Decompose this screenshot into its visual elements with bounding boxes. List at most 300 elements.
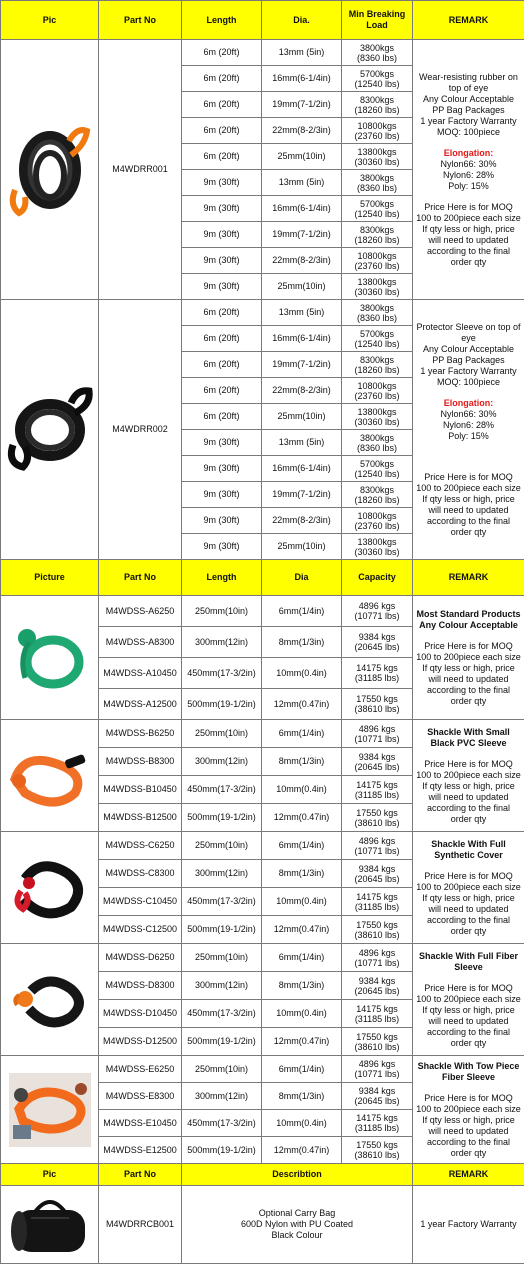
remark-line: 1 year Factory Warranty (420, 115, 517, 126)
rope-orange-eyes-icon (5, 105, 95, 235)
dia-cell: 8mm(1/3in) (262, 1083, 342, 1110)
length-cell: 6m (20ft) (182, 404, 262, 430)
capacity-lbs: (20645 lbs) (354, 761, 400, 772)
capacity-cell (342, 1137, 413, 1164)
remark-m4wdrr001 (413, 40, 524, 300)
product-image-orange-shackle (1, 720, 99, 832)
length-cell: 300mm(12in) (182, 972, 262, 1000)
group-title: Shackle With Full Synthetic Cover (431, 838, 506, 860)
capacity-cell (342, 1110, 413, 1137)
capacity-kgs: 4896 kgs (358, 947, 396, 958)
capacity-kgs: 9384 kgs (358, 975, 396, 986)
capacity-lbs: (20645 lbs) (354, 985, 400, 996)
load-cell (342, 430, 413, 456)
capacity-cell (342, 972, 413, 1000)
capacity-kgs: 17550 kgs (356, 1031, 398, 1042)
load-cell (342, 118, 413, 144)
load-lbs: (18260 lbs) (354, 234, 400, 245)
length-cell: 6m (20ft) (182, 66, 262, 92)
product-image-two-piece-sleeve-shackle (1, 1056, 99, 1164)
remark-line: PP Bag Packages (432, 354, 505, 365)
length-cell: 300mm(12in) (182, 860, 262, 888)
shackle-row (1, 596, 524, 627)
price-note: Price Here is for MOQ 100 to 200piece each size If qty less or high, price will need to updated according to the final order qty (416, 870, 521, 936)
description-line: Black Colour (271, 1230, 323, 1240)
section3-header-row (1, 1164, 524, 1186)
length-cell: 450mm(17-3/2in) (182, 776, 262, 804)
load-kgs: 5700kgs (359, 68, 395, 79)
part-no-cell: M4WDSS-E6250 (99, 1056, 182, 1083)
rope-black-sleeve-icon (5, 375, 95, 485)
remark-line: Protector Sleeve on top of eye (416, 321, 521, 343)
load-kgs: 3800kgs (359, 42, 395, 53)
load-cell (342, 482, 413, 508)
load-cell (342, 170, 413, 196)
header-remark: REMARK (413, 1164, 524, 1186)
dia-cell: 25mm(10in) (262, 404, 342, 430)
capacity-lbs: (38610 lbs) (354, 1150, 400, 1160)
load-kgs: 10800kgs (357, 120, 397, 131)
dia-cell: 6mm(1/4in) (262, 944, 342, 972)
dia-cell: 6mm(1/4in) (262, 596, 342, 627)
length-cell: 250mm(10in) (182, 720, 262, 748)
capacity-cell (342, 1028, 413, 1056)
product-image-rope-black-sleeve (1, 300, 99, 560)
load-lbs: (8360 lbs) (356, 182, 398, 193)
spec-row (1, 300, 524, 326)
load-cell (342, 300, 413, 326)
part-no-cell: M4WDSS-E10450 (99, 1110, 182, 1137)
dia-cell: 22mm(8-2/3in) (262, 378, 342, 404)
capacity-lbs: (38610 lbs) (354, 929, 400, 940)
load-lbs: (23760 lbs) (354, 390, 400, 401)
remark-line: Any Colour Acceptable (422, 93, 515, 104)
elongation-value: Nylon66: 30% (440, 158, 497, 169)
price-note: Price Here is for MOQ 100 to 200piece each size If qty less or high, price will need to updated according to the final order qty (416, 201, 521, 267)
length-cell: 250mm(10in) (182, 596, 262, 627)
length-cell: 9m (30ft) (182, 456, 262, 482)
load-kgs: 8300kgs (359, 354, 395, 365)
capacity-kgs: 14175 kgs (356, 891, 398, 902)
header-dia: Dia. (262, 1, 342, 40)
load-lbs: (12540 lbs) (354, 468, 400, 479)
capacity-lbs: (38610 lbs) (354, 1041, 400, 1052)
length-cell: 500mm(19-1/2in) (182, 1028, 262, 1056)
load-lbs: (30360 lbs) (354, 546, 400, 557)
header-part-no: Part No (99, 1, 182, 40)
capacity-cell (342, 689, 413, 720)
capacity-lbs: (20645 lbs) (354, 873, 400, 884)
elongation-label: Elongation: (443, 397, 494, 408)
description-line: 600D Nylon with PU Coated (240, 1219, 354, 1229)
dia-cell: 13mm (5in) (262, 170, 342, 196)
load-kgs: 5700kgs (359, 198, 395, 209)
remark-line: Any Colour Acceptable (422, 343, 515, 354)
dia-cell: 16mm(6-1/4in) (262, 456, 342, 482)
length-cell: 9m (30ft) (182, 222, 262, 248)
dia-cell: 12mm(0.47in) (262, 689, 342, 720)
remark-group-e (413, 1056, 524, 1164)
carry-bag-row (1, 1186, 524, 1264)
header-remark: REMARK (413, 1, 524, 40)
part-no-m4wdrr001: M4WDRR001 (99, 40, 182, 300)
dia-cell: 25mm(10in) (262, 144, 342, 170)
dia-cell: 10mm(0.4in) (262, 776, 342, 804)
capacity-kgs: 14175 kgs (356, 779, 398, 790)
dia-cell: 22mm(8-2/3in) (262, 508, 342, 534)
part-no-cell: M4WDSS-C12500 (99, 916, 182, 944)
capacity-cell (342, 832, 413, 860)
length-cell: 250mm(10in) (182, 944, 262, 972)
load-cell (342, 66, 413, 92)
capacity-kgs: 9384 kgs (358, 751, 396, 762)
dia-cell: 10mm(0.4in) (262, 888, 342, 916)
part-no-cell: M4WDSS-A12500 (99, 689, 182, 720)
capacity-lbs: (31185 lbs) (354, 789, 400, 800)
elongation-value: Poly: 15% (448, 180, 489, 191)
load-cell (342, 508, 413, 534)
load-cell (342, 378, 413, 404)
carry-bag-description (182, 1186, 413, 1264)
part-no-cell: M4WDSS-D10450 (99, 1000, 182, 1028)
capacity-lbs: (20645 lbs) (354, 1096, 400, 1106)
load-lbs: (12540 lbs) (354, 338, 400, 349)
orange-shackle-icon (5, 731, 95, 821)
part-no-cell: M4WDSS-B8300 (99, 748, 182, 776)
capacity-lbs: (31185 lbs) (354, 1123, 400, 1133)
dia-cell: 25mm(10in) (262, 274, 342, 300)
capacity-cell (342, 860, 413, 888)
part-no-cell: M4WDSS-A6250 (99, 596, 182, 627)
length-cell: 500mm(19-1/2in) (182, 916, 262, 944)
dia-cell: 16mm(6-1/4in) (262, 196, 342, 222)
load-kgs: 5700kgs (359, 458, 395, 469)
load-kgs: 3800kgs (359, 302, 395, 313)
description-line: Optional Carry Bag (258, 1208, 336, 1218)
dia-cell: 16mm(6-1/4in) (262, 326, 342, 352)
length-cell: 6m (20ft) (182, 40, 262, 66)
capacity-lbs: (10771 lbs) (354, 957, 400, 968)
remark-line: PP Bag Packages (432, 104, 505, 115)
remark-group-d (413, 944, 524, 1056)
header-part-no: Part No (99, 560, 182, 596)
two-piece-sleeve-shackle-icon (5, 1065, 95, 1155)
dia-cell: 19mm(7-1/2in) (262, 352, 342, 378)
load-cell (342, 352, 413, 378)
shackle-row (1, 944, 524, 972)
group-title: Shackle With Small Black PVC Sleeve (427, 726, 510, 748)
spec-row (1, 40, 524, 66)
capacity-cell (342, 916, 413, 944)
length-cell: 6m (20ft) (182, 378, 262, 404)
length-cell: 300mm(12in) (182, 1083, 262, 1110)
capacity-lbs: (10771 lbs) (354, 733, 400, 744)
group-title: Most Standard Products Any Colour Acceptable (416, 608, 521, 630)
load-kgs: 13800kgs (357, 276, 397, 287)
capacity-lbs: (20645 lbs) (354, 642, 400, 652)
length-cell: 6m (20ft) (182, 92, 262, 118)
length-cell: 6m (20ft) (182, 352, 262, 378)
price-note: Price Here is for MOQ 100 to 200piece each size If qty less or high, price will need to updated according to the final order qty (416, 758, 521, 824)
green-shackle-icon (5, 608, 95, 708)
dia-cell: 19mm(7-1/2in) (262, 482, 342, 508)
capacity-lbs: (10771 lbs) (354, 1069, 400, 1079)
price-note: Price Here is for MOQ 100 to 200piece each size If qty less or high, price will need to updated according to the final order qty (416, 640, 521, 706)
part-no-cell: M4WDSS-B6250 (99, 720, 182, 748)
load-lbs: (23760 lbs) (354, 260, 400, 271)
length-cell: 6m (20ft) (182, 118, 262, 144)
load-lbs: (12540 lbs) (354, 208, 400, 219)
capacity-lbs: (38610 lbs) (354, 817, 400, 828)
load-kgs: 3800kgs (359, 172, 395, 183)
capacity-lbs: (38610 lbs) (354, 704, 400, 714)
length-cell: 500mm(19-1/2in) (182, 804, 262, 832)
load-cell (342, 40, 413, 66)
shackle-row (1, 1056, 524, 1083)
length-cell: 9m (30ft) (182, 274, 262, 300)
load-cell (342, 274, 413, 300)
part-no-m4wdrrcb001: M4WDRRCB001 (99, 1186, 182, 1264)
capacity-cell (342, 596, 413, 627)
part-no-cell: M4WDSS-B10450 (99, 776, 182, 804)
length-cell: 500mm(19-1/2in) (182, 1137, 262, 1164)
part-no-cell: M4WDSS-A8300 (99, 627, 182, 658)
load-lbs: (30360 lbs) (354, 416, 400, 427)
part-no-cell: M4WDSS-D8300 (99, 972, 182, 1000)
carry-bag-icon (5, 1188, 95, 1262)
capacity-kgs: 17550 kgs (356, 694, 398, 704)
load-lbs: (8360 lbs) (356, 312, 398, 323)
dia-cell: 8mm(1/3in) (262, 748, 342, 776)
load-lbs: (8360 lbs) (356, 52, 398, 63)
length-cell: 450mm(17-3/2in) (182, 1000, 262, 1028)
load-cell (342, 404, 413, 430)
capacity-kgs: 17550 kgs (356, 919, 398, 930)
dia-cell: 22mm(8-2/3in) (262, 248, 342, 274)
price-note: Price Here is for MOQ 100 to 200piece each size If qty less or high, price will need to updated according to the final order qty (416, 982, 521, 1048)
dia-cell: 6mm(1/4in) (262, 832, 342, 860)
load-kgs: 3800kgs (359, 432, 395, 443)
elongation-value: Poly: 15% (448, 430, 489, 441)
capacity-cell (342, 776, 413, 804)
part-no-cell: M4WDSS-E8300 (99, 1083, 182, 1110)
load-lbs: (30360 lbs) (354, 156, 400, 167)
capacity-cell (342, 888, 413, 916)
load-cell (342, 196, 413, 222)
dia-cell: 19mm(7-1/2in) (262, 92, 342, 118)
dia-cell: 8mm(1/3in) (262, 627, 342, 658)
section1-header-row (1, 1, 524, 40)
capacity-lbs: (10771 lbs) (354, 611, 400, 621)
load-kgs: 13800kgs (357, 536, 397, 547)
capacity-cell (342, 944, 413, 972)
capacity-kgs: 4896 kgs (358, 601, 396, 611)
dia-cell: 10mm(0.4in) (262, 658, 342, 689)
elongation-value: Nylon6: 28% (442, 169, 495, 180)
part-no-cell: M4WDSS-B12500 (99, 804, 182, 832)
carry-bag-remark: 1 year Factory Warranty (413, 1186, 524, 1264)
part-no-cell: M4WDSS-A10450 (99, 658, 182, 689)
header-length: Length (182, 1, 262, 40)
dia-cell: 19mm(7-1/2in) (262, 222, 342, 248)
length-cell: 450mm(17-3/2in) (182, 1110, 262, 1137)
part-no-m4wdrr002: M4WDRR002 (99, 300, 182, 560)
dia-cell: 12mm(0.47in) (262, 804, 342, 832)
dia-cell: 8mm(1/3in) (262, 860, 342, 888)
load-lbs: (30360 lbs) (354, 286, 400, 297)
part-no-cell: M4WDSS-D6250 (99, 944, 182, 972)
product-image-rope-orange-eyes (1, 40, 99, 300)
shackle-row (1, 832, 524, 860)
header-part-no: Part No (99, 1164, 182, 1186)
length-cell: 250mm(10in) (182, 1056, 262, 1083)
remark-group-c (413, 832, 524, 944)
load-kgs: 10800kgs (357, 510, 397, 521)
load-kgs: 10800kgs (357, 250, 397, 261)
header-pic: Pic (1, 1164, 99, 1186)
load-kgs: 8300kgs (359, 224, 395, 235)
capacity-kgs: 9384 kgs (358, 632, 396, 642)
length-cell: 300mm(12in) (182, 627, 262, 658)
header-dia: Dia (262, 560, 342, 596)
capacity-kgs: 14175 kgs (356, 1113, 398, 1123)
dia-cell: 22mm(8-2/3in) (262, 118, 342, 144)
load-cell (342, 534, 413, 560)
shackle-row (1, 720, 524, 748)
length-cell: 9m (30ft) (182, 248, 262, 274)
length-cell: 6m (20ft) (182, 300, 262, 326)
load-cell (342, 326, 413, 352)
capacity-cell (342, 720, 413, 748)
capacity-cell (342, 1083, 413, 1110)
product-image-green-shackle (1, 596, 99, 720)
remark-line: MOQ: 100piece (436, 376, 501, 387)
length-cell: 450mm(17-3/2in) (182, 658, 262, 689)
dia-cell: 10mm(0.4in) (262, 1110, 342, 1137)
part-no-cell: M4WDSS-D12500 (99, 1028, 182, 1056)
load-lbs: (23760 lbs) (354, 520, 400, 531)
remark-group-b (413, 720, 524, 832)
dia-cell: 6mm(1/4in) (262, 720, 342, 748)
capacity-kgs: 4896 kgs (358, 1059, 396, 1069)
remark-line: Wear-resisting rubber on top of eye (419, 71, 518, 93)
capacity-cell (342, 658, 413, 689)
load-cell (342, 144, 413, 170)
length-cell: 9m (30ft) (182, 482, 262, 508)
elongation-label: Elongation: (443, 147, 494, 158)
capacity-kgs: 9384 kgs (358, 1086, 396, 1096)
capacity-kgs: 4896 kgs (358, 835, 396, 846)
capacity-lbs: (31185 lbs) (354, 901, 400, 912)
load-lbs: (18260 lbs) (354, 364, 400, 375)
length-cell: 450mm(17-3/2in) (182, 888, 262, 916)
remark-line: MOQ: 100piece (436, 126, 501, 137)
load-kgs: 5700kgs (359, 328, 395, 339)
black-red-shackle-icon (5, 843, 95, 933)
load-cell (342, 248, 413, 274)
product-image-black-red-shackle (1, 832, 99, 944)
group-title: Shackle With Tow Piece Fiber Sleeve (417, 1060, 520, 1082)
length-cell: 6m (20ft) (182, 326, 262, 352)
capacity-kgs: 9384 kgs (358, 863, 396, 874)
load-lbs: (23760 lbs) (354, 130, 400, 141)
price-note: Price Here is for MOQ 100 to 200piece each size If qty less or high, price will need to updated according to the final order qty (416, 1092, 521, 1158)
header-description: Describtion (182, 1164, 413, 1186)
dia-cell: 13mm (5in) (262, 40, 342, 66)
length-cell: 9m (30ft) (182, 170, 262, 196)
dia-cell: 12mm(0.47in) (262, 1137, 342, 1164)
length-cell: 9m (30ft) (182, 430, 262, 456)
elongation-value: Nylon6: 28% (442, 419, 495, 430)
part-no-cell: M4WDSS-C6250 (99, 832, 182, 860)
header-remark: REMARK (413, 560, 524, 596)
part-no-cell: M4WDSS-C10450 (99, 888, 182, 916)
dia-cell: 8mm(1/3in) (262, 972, 342, 1000)
dia-cell: 12mm(0.47in) (262, 1028, 342, 1056)
product-image-carry-bag (1, 1186, 99, 1264)
capacity-cell (342, 804, 413, 832)
load-kgs: 13800kgs (357, 146, 397, 157)
part-no-cell: M4WDSS-E12500 (99, 1137, 182, 1164)
capacity-lbs: (10771 lbs) (354, 845, 400, 856)
dia-cell: 16mm(6-1/4in) (262, 66, 342, 92)
length-cell: 6m (20ft) (182, 144, 262, 170)
dia-cell: 25mm(10in) (262, 534, 342, 560)
load-kgs: 8300kgs (359, 94, 395, 105)
load-kgs: 10800kgs (357, 380, 397, 391)
capacity-kgs: 14175 kgs (356, 1003, 398, 1014)
header-length: Length (182, 560, 262, 596)
length-cell: 250mm(10in) (182, 832, 262, 860)
remark-m4wdrr002 (413, 300, 524, 560)
remark-group-a (413, 596, 524, 720)
length-cell: 9m (30ft) (182, 534, 262, 560)
length-cell: 500mm(19-1/2in) (182, 689, 262, 720)
price-note: Price Here is for MOQ 100 to 200piece each size If qty less or high, price will need to updated according to the final order qty (416, 471, 521, 537)
load-lbs: (8360 lbs) (356, 442, 398, 453)
capacity-kgs: 17550 kgs (356, 1140, 398, 1150)
header-min-breaking-load: Min Breaking Load (342, 1, 413, 40)
product-image-fiber-sleeve-shackle (1, 944, 99, 1056)
capacity-cell (342, 1000, 413, 1028)
load-cell (342, 456, 413, 482)
length-cell: 300mm(12in) (182, 748, 262, 776)
length-cell: 9m (30ft) (182, 508, 262, 534)
length-cell: 9m (30ft) (182, 196, 262, 222)
capacity-cell (342, 1056, 413, 1083)
capacity-kgs: 4896 kgs (358, 723, 396, 734)
group-title: Shackle With Full Fiber Sleeve (419, 950, 518, 972)
fiber-sleeve-shackle-icon (5, 955, 95, 1045)
part-no-cell: M4WDSS-C8300 (99, 860, 182, 888)
load-lbs: (18260 lbs) (354, 104, 400, 115)
dia-cell: 13mm (5in) (262, 430, 342, 456)
capacity-cell (342, 748, 413, 776)
header-capacity: Capacity (342, 560, 413, 596)
load-lbs: (12540 lbs) (354, 78, 400, 89)
load-kgs: 13800kgs (357, 406, 397, 417)
load-kgs: 8300kgs (359, 484, 395, 495)
dia-cell: 10mm(0.4in) (262, 1000, 342, 1028)
dia-cell: 6mm(1/4in) (262, 1056, 342, 1083)
capacity-kgs: 14175 kgs (356, 663, 398, 673)
dia-cell: 12mm(0.47in) (262, 916, 342, 944)
load-cell (342, 222, 413, 248)
capacity-cell (342, 627, 413, 658)
header-picture: Picture (1, 560, 99, 596)
capacity-kgs: 17550 kgs (356, 807, 398, 818)
capacity-lbs: (31185 lbs) (354, 673, 400, 683)
